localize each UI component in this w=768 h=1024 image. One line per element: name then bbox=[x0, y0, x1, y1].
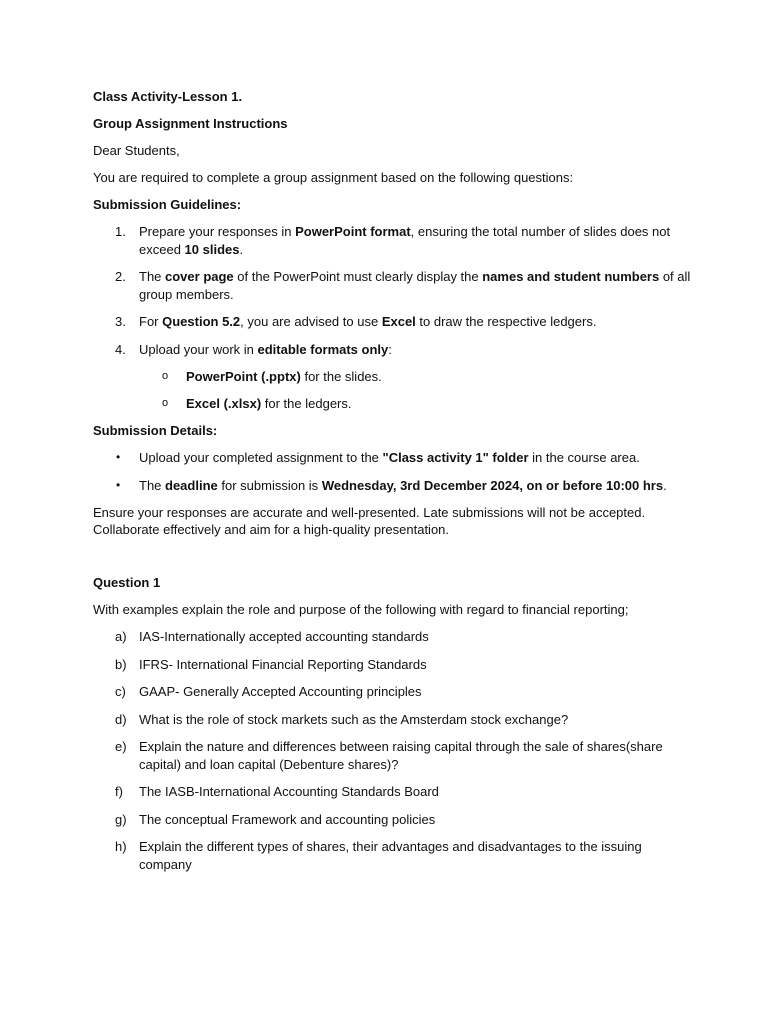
guideline-item bbox=[93, 268, 693, 303]
format-subitem bbox=[93, 395, 693, 412]
list-number: 3. bbox=[115, 314, 126, 329]
guideline-text: For Question 5.2, you are advised to use Excel to draw the respective ledgers. bbox=[139, 314, 597, 329]
question-title: Question 1 bbox=[93, 575, 161, 590]
question-item bbox=[93, 656, 693, 674]
document-title: Class Activity-Lesson 1. bbox=[93, 89, 243, 104]
guideline-text: The cover page of the PowerPoint must clearly display the names and student numbers of all group members. bbox=[139, 269, 691, 302]
detail-item bbox=[93, 449, 693, 467]
guidelines-title: Submission Guidelines: bbox=[93, 197, 242, 212]
question-letter: e) bbox=[115, 739, 127, 754]
question-text: The IASB-International Accounting Standards Board bbox=[139, 784, 439, 799]
document-subtitle: Group Assignment Instructions bbox=[93, 116, 288, 131]
format-text: PowerPoint (.pptx) for the slides. bbox=[186, 369, 382, 384]
detail-item bbox=[93, 477, 693, 495]
question-item bbox=[93, 783, 693, 801]
guideline-text: Prepare your responses in PowerPoint format, ensuring the total number of slides does not exceed 10 slides. bbox=[139, 224, 671, 257]
guideline-item bbox=[93, 341, 693, 359]
question-item bbox=[93, 711, 693, 729]
sub-bullet-icon: o bbox=[162, 370, 169, 382]
question-prompt: With examples explain the role and purpose of the following with regard to financial reporting; bbox=[93, 602, 629, 617]
guideline-item bbox=[93, 223, 693, 258]
guidelines-list bbox=[93, 223, 693, 412]
document-page bbox=[93, 88, 693, 873]
question-text: IAS-Internationally accepted accounting standards bbox=[139, 629, 429, 644]
format-subitem bbox=[93, 368, 693, 385]
question-text: Explain the nature and differences between raising capital through the sale of shares(share capital) and loan capital (Debenture shares)? bbox=[139, 739, 663, 772]
question-letter: f) bbox=[115, 784, 123, 799]
guideline-item bbox=[93, 313, 693, 331]
details-list bbox=[93, 449, 693, 494]
question-item bbox=[93, 683, 693, 701]
details-title: Submission Details: bbox=[93, 423, 218, 438]
detail-text: The deadline for submission is Wednesday, 3rd December 2024, on or before 10:00 hrs. bbox=[139, 477, 667, 493]
question-text: What is the role of stock markets such as the Amsterdam stock exchange? bbox=[139, 711, 569, 727]
question-letter: a) bbox=[115, 629, 127, 644]
bullet-icon: • bbox=[116, 477, 121, 492]
question-item bbox=[93, 628, 693, 646]
detail-text: Upload your completed assignment to the "Class activity 1" folder in the course area. bbox=[139, 450, 640, 465]
question-list bbox=[93, 628, 693, 873]
intro-text: You are required to complete a group assignment based on the following questions: bbox=[93, 170, 574, 185]
closing-line: Collaborate effectively and aim for a high-quality presentation. bbox=[93, 522, 450, 537]
question-text: The conceptual Framework and accounting policies bbox=[139, 811, 436, 827]
format-text: Excel (.xlsx) for the ledgers. bbox=[186, 396, 352, 411]
list-number: 4. bbox=[115, 341, 126, 357]
question-item bbox=[93, 738, 693, 773]
sub-bullet-icon: o bbox=[162, 397, 169, 409]
question-letter: c) bbox=[115, 684, 126, 699]
question-text: IFRS- International Financial Reporting Standards bbox=[139, 656, 427, 672]
question-text: Explain the different types of shares, their advantages and disadvantages to the issuing company bbox=[139, 839, 642, 872]
bullet-icon: • bbox=[116, 450, 121, 464]
question-text: GAAP- Generally Accepted Accounting principles bbox=[139, 684, 422, 699]
closing-line: Ensure your responses are accurate and well-presented. Late submissions will not be accepted. bbox=[93, 505, 646, 520]
question-letter: g) bbox=[115, 811, 127, 827]
question-letter: d) bbox=[115, 711, 127, 727]
question-item bbox=[93, 838, 693, 873]
question-letter: b) bbox=[115, 656, 127, 672]
question-letter: h) bbox=[115, 839, 127, 854]
greeting: Dear Students, bbox=[93, 143, 180, 158]
guideline-text: Upload your work in editable formats only: bbox=[139, 341, 392, 357]
list-number: 2. bbox=[115, 269, 126, 284]
question-item bbox=[93, 811, 693, 829]
list-number: 1. bbox=[115, 224, 126, 239]
